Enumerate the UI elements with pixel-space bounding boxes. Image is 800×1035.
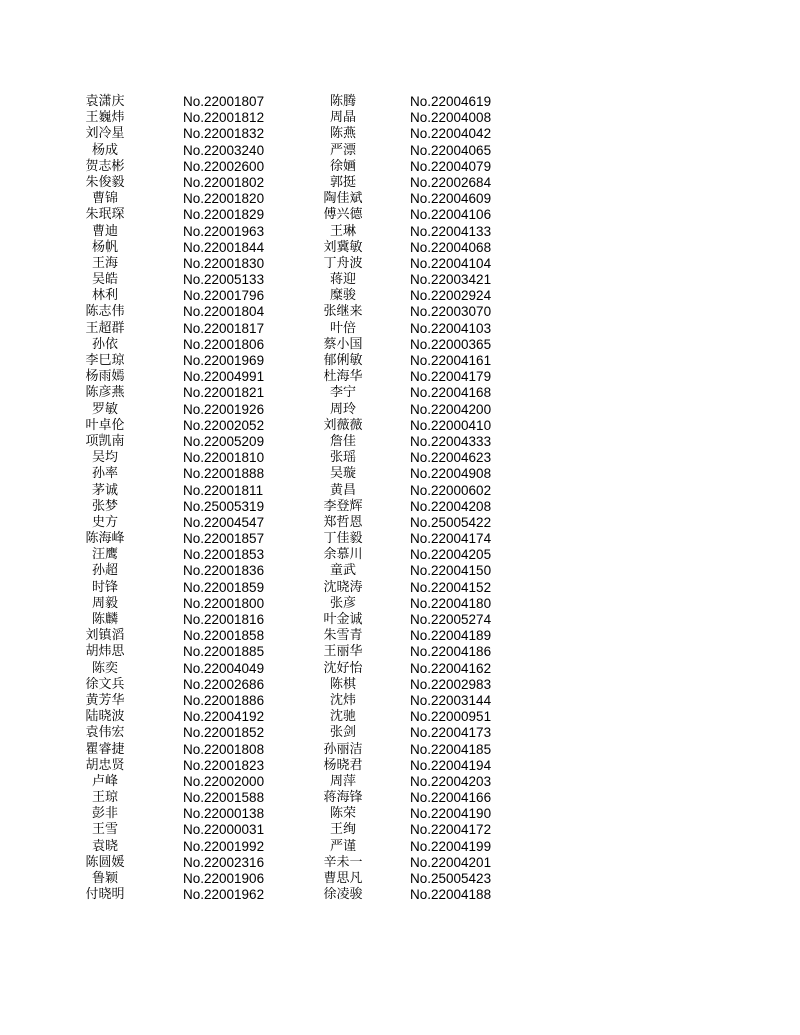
number-left: No.22001811 <box>183 482 264 498</box>
number-right: No.22004103 <box>410 320 492 336</box>
number-right: No.22004188 <box>410 887 492 903</box>
list-row <box>0 207 800 223</box>
number-right: No.22004161 <box>410 353 492 368</box>
number-left: No.22001800 <box>183 595 265 611</box>
name-left: 王海 <box>91 255 118 271</box>
number-right: No.22004180 <box>410 595 492 611</box>
name-right: 曹思凡 <box>323 871 363 886</box>
number-right: No.22003144 <box>410 692 492 708</box>
name-right: 郑哲恩 <box>323 514 363 530</box>
number-left: No.22001857 <box>183 531 265 547</box>
number-left: No.22001844 <box>183 239 265 255</box>
name-left: 项凯南 <box>85 433 125 449</box>
number-left: No.22001830 <box>183 255 265 271</box>
number-left: No.22001823 <box>183 757 265 773</box>
number-left: No.22000138 <box>183 806 265 822</box>
name-right: 杨晓君 <box>323 757 363 773</box>
list-row <box>0 839 800 855</box>
name-right: 吴璇 <box>329 466 356 482</box>
number-left: No.22000031 <box>183 822 265 838</box>
list-row <box>0 385 800 401</box>
name-left: 陈麟 <box>91 612 118 627</box>
name-left: 杨成 <box>91 142 118 158</box>
name-left: 王雪 <box>91 822 118 838</box>
name-right: 童武 <box>329 563 356 579</box>
name-left: 罗敏 <box>91 401 118 417</box>
number-right: No.22004173 <box>410 725 492 741</box>
name-right: 郭挺 <box>329 174 356 190</box>
name-right: 张继来 <box>323 304 363 320</box>
list-row <box>0 644 800 660</box>
number-left: No.22001808 <box>183 741 265 757</box>
number-left: No.22001832 <box>183 126 265 142</box>
name-left: 陈海峰 <box>85 531 125 547</box>
number-right: No.22004203 <box>410 773 492 789</box>
number-right: No.22004619 <box>410 94 492 109</box>
list-row <box>0 175 800 191</box>
name-left: 卢峰 <box>91 773 118 789</box>
name-right: 张彦 <box>329 595 356 611</box>
name-left: 贺志彬 <box>85 158 125 174</box>
name-right: 糜骏 <box>329 288 356 304</box>
name-left: 彭非 <box>91 806 118 822</box>
list-row <box>0 402 800 418</box>
number-left: No.22001853 <box>183 547 265 563</box>
name-right: 王绚 <box>329 822 356 838</box>
name-left: 孙率 <box>91 466 118 482</box>
number-left: No.22002000 <box>183 773 265 789</box>
number-left: No.22001969 <box>183 353 265 368</box>
number-right: No.22004200 <box>410 401 492 417</box>
name-left: 汪鹰 <box>91 547 118 563</box>
number-right: No.22004150 <box>410 563 492 579</box>
number-left: No.22005209 <box>183 433 265 449</box>
number-right: No.22004068 <box>410 239 492 255</box>
number-right: No.22000602 <box>410 482 492 498</box>
list-row <box>0 450 800 466</box>
name-right: 余慕川 <box>323 547 363 563</box>
name-left: 付晓明 <box>85 887 125 903</box>
name-left: 王超群 <box>85 320 125 336</box>
name-right: 严谨 <box>329 838 356 854</box>
list-row <box>0 353 800 369</box>
name-left: 王巍炜 <box>85 110 125 126</box>
number-right: No.22004205 <box>410 547 492 563</box>
name-left: 吴均 <box>91 450 118 466</box>
name-left: 朱珉琛 <box>85 207 125 223</box>
number-left: No.22001810 <box>183 450 265 466</box>
number-right: No.22000410 <box>410 417 492 433</box>
name-right: 沈炜 <box>329 692 356 708</box>
list-row <box>0 709 800 725</box>
name-left: 孙超 <box>91 563 118 579</box>
name-right: 刘薇薇 <box>323 417 363 433</box>
number-right: No.25005422 <box>410 514 492 530</box>
name-right: 严漂 <box>329 142 356 158</box>
number-right: No.22002924 <box>410 288 492 304</box>
name-right: 黄昌 <box>329 482 356 498</box>
number-right: No.22004609 <box>410 191 492 207</box>
name-right: 丁舟波 <box>323 255 363 271</box>
number-left: No.22002316 <box>183 854 265 870</box>
name-left: 史方 <box>91 514 118 530</box>
name-right: 叶倍 <box>329 320 356 336</box>
list-row <box>0 418 800 434</box>
number-right: No.22004168 <box>410 385 492 401</box>
number-left: No.22001804 <box>183 304 265 320</box>
list-row <box>0 531 800 547</box>
list-row <box>0 499 800 515</box>
number-right: No.22004199 <box>410 838 492 854</box>
name-right: 周晶 <box>329 110 356 126</box>
number-right: No.22004174 <box>410 531 492 547</box>
number-right: No.22000951 <box>410 709 492 725</box>
number-left: No.22005133 <box>183 272 265 288</box>
list-row <box>0 369 800 385</box>
list-row <box>0 742 800 758</box>
number-right: No.22002684 <box>410 174 492 190</box>
name-right: 傅兴德 <box>323 207 363 223</box>
number-left: No.22001836 <box>183 563 265 579</box>
name-left: 曹迪 <box>91 223 118 239</box>
number-left: No.22001888 <box>183 466 265 482</box>
number-left: No.22004049 <box>183 660 265 676</box>
list-row <box>0 272 800 288</box>
name-left: 王琼 <box>91 790 118 806</box>
name-right: 丁佳毅 <box>323 531 363 547</box>
number-left: No.22001858 <box>183 628 265 644</box>
number-right: No.22004908 <box>410 466 492 482</box>
number-right: No.22004179 <box>410 369 492 385</box>
name-right: 刘冀敏 <box>323 239 363 255</box>
list-row <box>0 143 800 159</box>
list-row <box>0 661 800 677</box>
name-left: 茅诚 <box>91 482 118 498</box>
number-left: No.22001821 <box>183 385 265 401</box>
list-row <box>0 321 800 337</box>
name-left: 周毅 <box>91 595 118 611</box>
list-row <box>0 126 800 142</box>
number-left: No.22001829 <box>183 207 265 223</box>
number-left: No.22001886 <box>183 692 265 708</box>
list-row <box>0 240 800 256</box>
list-row <box>0 790 800 806</box>
number-left: No.22004991 <box>183 369 265 385</box>
number-left: No.22001807 <box>183 94 265 109</box>
name-right: 辛未一 <box>323 854 363 870</box>
name-left: 陈奕 <box>91 660 118 676</box>
number-right: No.22004208 <box>410 498 492 514</box>
number-left: No.22001816 <box>183 612 265 627</box>
list-row <box>0 515 800 531</box>
list-row <box>0 871 800 887</box>
name-left: 杨雨嫣 <box>85 369 125 385</box>
number-left: No.22001852 <box>183 725 265 741</box>
number-left: No.22001859 <box>183 579 265 595</box>
number-right: No.22004194 <box>410 757 492 773</box>
name-left: 张梦 <box>91 498 118 514</box>
name-left: 孙依 <box>91 336 118 352</box>
list-row <box>0 693 800 709</box>
name-left: 陆晓波 <box>85 709 125 725</box>
number-left: No.22001926 <box>183 401 265 417</box>
name-right: 蒋海锋 <box>323 790 363 806</box>
name-left: 时锋 <box>91 579 118 595</box>
number-left: No.22002600 <box>183 158 265 174</box>
number-right: No.22004152 <box>410 579 492 595</box>
name-right: 沈驰 <box>329 709 356 725</box>
list-row <box>0 612 800 628</box>
name-right: 陈腾 <box>329 94 356 109</box>
name-left: 胡炜思 <box>85 644 125 660</box>
name-left: 袁伟宏 <box>85 725 125 741</box>
list-row <box>0 337 800 353</box>
name-left: 陈志伟 <box>85 304 125 320</box>
list-row <box>0 758 800 774</box>
name-right: 陈棋 <box>329 676 356 692</box>
name-right: 沈好怡 <box>323 660 363 676</box>
number-left: No.22001812 <box>183 110 265 126</box>
name-right: 孙丽洁 <box>323 741 363 757</box>
number-left: No.22001885 <box>183 644 265 660</box>
number-right: No.22004133 <box>410 223 492 239</box>
number-left: No.22003240 <box>183 142 265 158</box>
number-right: No.22004201 <box>410 854 492 870</box>
number-right: No.22002983 <box>410 676 492 692</box>
number-left: No.22002686 <box>183 676 265 692</box>
name-left: 朱俊毅 <box>85 174 125 190</box>
list-row <box>0 580 800 596</box>
list-row <box>0 94 800 110</box>
list-row <box>0 677 800 693</box>
number-right: No.25005423 <box>410 871 492 886</box>
name-left: 杨帆 <box>91 239 118 255</box>
name-right: 陈燕 <box>329 126 356 142</box>
number-right: No.22004623 <box>410 450 492 466</box>
list-row <box>0 725 800 741</box>
number-right: No.22004166 <box>410 790 492 806</box>
list-row <box>0 822 800 838</box>
number-right: No.22004185 <box>410 741 492 757</box>
list-row <box>0 434 800 450</box>
name-right: 蔡小国 <box>323 336 363 352</box>
name-left: 袁潇庆 <box>85 94 125 109</box>
list-row <box>0 159 800 175</box>
list-row <box>0 563 800 579</box>
list-row <box>0 774 800 790</box>
list-row <box>0 304 800 320</box>
number-right: No.22000365 <box>410 336 492 352</box>
list-row <box>0 806 800 822</box>
name-right: 陶佳斌 <box>323 191 363 207</box>
name-left: 吴皓 <box>91 272 118 288</box>
number-right: No.22004190 <box>410 806 492 822</box>
name-left: 陈彦燕 <box>85 385 125 401</box>
name-right: 李登辉 <box>323 498 363 514</box>
name-left: 刘镇滔 <box>85 628 125 644</box>
number-left: No.22001796 <box>183 288 265 304</box>
number-right: No.22004065 <box>410 142 492 158</box>
number-left: No.25005319 <box>183 498 265 514</box>
name-right: 周萍 <box>329 773 356 789</box>
name-left: 黄芳华 <box>85 692 125 708</box>
number-left: No.22001806 <box>183 336 265 352</box>
number-right: No.22004162 <box>410 660 492 676</box>
name-left: 胡忠贤 <box>85 757 125 773</box>
number-left: No.22001963 <box>183 223 265 239</box>
name-left: 陈圆媛 <box>85 854 125 870</box>
list-row <box>0 547 800 563</box>
number-left: No.22001820 <box>183 191 265 207</box>
name-right: 詹佳 <box>329 433 356 449</box>
list-row <box>0 628 800 644</box>
list-row <box>0 887 800 903</box>
name-number-list <box>0 94 800 903</box>
number-right: No.22003421 <box>410 272 492 288</box>
name-right: 郁俐敏 <box>323 353 363 368</box>
number-right: No.22004079 <box>410 158 492 174</box>
number-right: No.22003070 <box>410 304 492 320</box>
name-left: 李巳琼 <box>85 353 125 368</box>
name-right: 李宁 <box>329 385 356 401</box>
number-left: No.22001817 <box>183 320 265 336</box>
name-left: 曹锦 <box>91 191 118 207</box>
name-left: 林利 <box>91 288 118 304</box>
number-right: No.22005274 <box>410 612 492 627</box>
list-row <box>0 466 800 482</box>
list-row <box>0 110 800 126</box>
number-right: No.22004189 <box>410 628 492 644</box>
list-row <box>0 855 800 871</box>
name-right: 陈荣 <box>329 806 356 822</box>
name-right: 沈晓涛 <box>323 579 363 595</box>
number-right: No.22004042 <box>410 126 492 142</box>
name-right: 杜海华 <box>323 369 363 385</box>
name-right: 徐凌骏 <box>323 887 363 903</box>
list-row <box>0 256 800 272</box>
name-left: 鲁颖 <box>91 871 118 886</box>
number-right: No.22004008 <box>410 110 492 126</box>
list-row <box>0 224 800 240</box>
number-left: No.22004192 <box>183 709 265 725</box>
number-left: No.22004547 <box>183 514 265 530</box>
name-right: 王琳 <box>329 223 356 239</box>
name-left: 叶卓伦 <box>85 417 125 433</box>
number-left: No.22001802 <box>183 174 265 190</box>
list-row <box>0 288 800 304</box>
name-right: 张剑 <box>329 725 356 741</box>
number-right: No.22004106 <box>410 207 492 223</box>
list-row <box>0 191 800 207</box>
number-right: No.22004104 <box>410 255 492 271</box>
number-right: No.22004172 <box>410 822 492 838</box>
name-right: 叶金诚 <box>323 612 363 627</box>
number-left: No.22001588 <box>183 790 265 806</box>
number-left: No.22002052 <box>183 417 265 433</box>
number-right: No.22004186 <box>410 644 492 660</box>
name-right: 周玲 <box>329 401 356 417</box>
number-left: No.22001962 <box>183 887 265 903</box>
list-row <box>0 483 800 499</box>
number-left: No.22001992 <box>183 838 265 854</box>
number-right: No.22004333 <box>410 433 492 449</box>
name-left: 刘冷星 <box>85 126 125 142</box>
name-right: 王丽华 <box>323 644 363 660</box>
name-right: 朱雪青 <box>323 628 363 644</box>
name-left: 瞿睿捷 <box>85 741 125 757</box>
number-left: No.22001906 <box>183 871 265 886</box>
name-right: 张瑶 <box>329 450 356 466</box>
name-right: 蒋迎 <box>329 272 356 288</box>
name-right: 徐婳 <box>329 158 356 174</box>
name-left: 徐文兵 <box>85 676 125 692</box>
list-row <box>0 596 800 612</box>
name-left: 袁晓 <box>91 838 118 854</box>
